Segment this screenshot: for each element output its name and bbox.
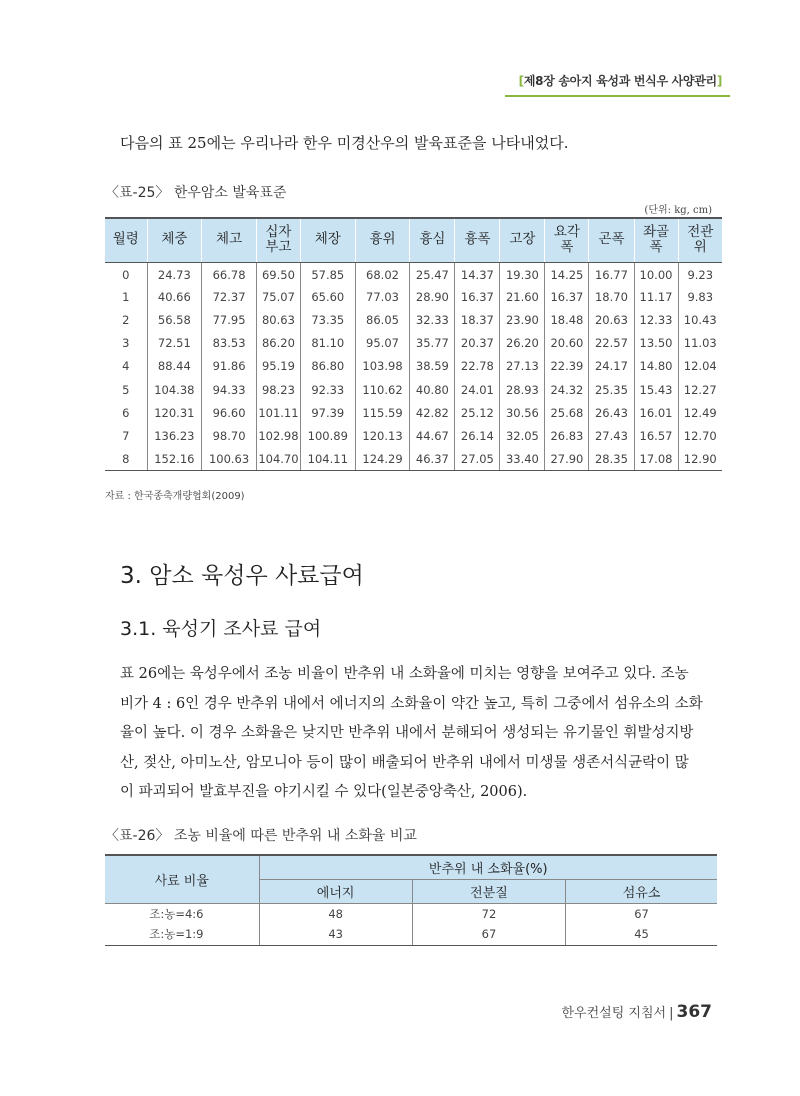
table25-source: 자료 : 한국종축개량협회(2009) (105, 491, 245, 502)
table-cell: 30.56 (500, 401, 545, 424)
table-cell: 6 (122, 405, 130, 420)
table-cell: 16.37 (455, 285, 500, 308)
table-cell: 75.07 (256, 285, 300, 308)
table-row (105, 924, 717, 945)
table-cell: 25.68 (545, 401, 589, 424)
table25-header-cell: 체장 (300, 218, 355, 262)
table25-header-cell: 체고 (202, 218, 257, 262)
table-cell: 72.37 (202, 285, 257, 308)
table-cell: 72 (412, 903, 565, 924)
table26-subheader-cell: 전분질 (412, 879, 565, 903)
table-cell: 조:농=4:6 (149, 906, 204, 921)
table25-header-cell: 곤폭 (589, 218, 634, 262)
chapter-bracket-close: ] (716, 74, 722, 88)
table-cell: 9.23 (678, 262, 722, 285)
intro-text: 다음의 표 25에는 우리나라 한우 미경산우의 발육표준을 나타내었다. (120, 134, 569, 152)
table-cell: 26.83 (545, 424, 589, 447)
table-cell: 15.43 (634, 378, 678, 401)
table-row (105, 308, 722, 331)
body-paragraph (120, 660, 723, 808)
chapter-bracket-open: [ (518, 74, 524, 88)
table-cell: 104.70 (256, 448, 300, 471)
table-cell: 40.80 (410, 378, 455, 401)
table-cell: 136.23 (147, 424, 202, 447)
table25-header-cell: 요각 폭 (545, 218, 589, 262)
header-divider (505, 95, 730, 97)
table-cell: 94.33 (202, 378, 257, 401)
table-cell: 38.59 (410, 355, 455, 378)
table-cell: 27.43 (589, 424, 634, 447)
table26-subheader-cell: 에너지 (259, 879, 412, 903)
table-row (105, 448, 722, 471)
table-cell: 0 (122, 267, 130, 282)
table-cell: 67 (566, 903, 717, 924)
table-cell: 110.62 (355, 378, 410, 401)
table-cell: 24.17 (589, 355, 634, 378)
table-cell: 91.86 (202, 355, 257, 378)
table-cell: 4 (122, 359, 130, 374)
table-row (105, 262, 722, 285)
table-row (105, 285, 722, 308)
table25-header-cell: 체중 (147, 218, 202, 262)
table-cell: 27.90 (545, 448, 589, 471)
table-cell: 100.89 (300, 424, 355, 447)
table-cell: 17.08 (634, 448, 678, 471)
table-cell: 22.57 (589, 332, 634, 355)
table-cell: 27.13 (500, 355, 545, 378)
table-cell: 86.80 (300, 355, 355, 378)
table-cell: 33.40 (500, 448, 545, 471)
chapter-title: 제8장 송아지 육성과 번식우 사양관리 (523, 74, 717, 88)
table-cell: 18.37 (455, 308, 500, 331)
table-cell: 72.51 (147, 332, 202, 355)
table-cell: 45 (566, 924, 717, 945)
chapter-header (519, 72, 722, 89)
table-cell: 21.60 (500, 285, 545, 308)
table-cell: 73.35 (300, 308, 355, 331)
table-cell: 100.63 (202, 448, 257, 471)
table-row (105, 424, 722, 447)
page-number: 367 (676, 1002, 712, 1022)
paragraph-line: 비가 4 : 6인 경우 반추위 내에서 에너지의 소화율이 약간 높고, 특히 그중에서 섬유소의 소화 (120, 695, 703, 712)
table-cell: 11.17 (634, 285, 678, 308)
book-title: 한우컨설팅 지침서 (561, 1006, 667, 1021)
table26-caption: 〈표-26〉 조농 비율에 따른 반추위 내 소화율 비교 (105, 828, 417, 844)
table-cell: 46.37 (410, 448, 455, 471)
table-cell: 12.90 (678, 448, 722, 471)
table-cell: 120.31 (147, 401, 202, 424)
table-cell: 97.39 (300, 401, 355, 424)
table-cell: 56.58 (147, 308, 202, 331)
table-cell: 35.77 (410, 332, 455, 355)
table-cell: 7 (122, 428, 130, 443)
table25-unit: (단위: kg, cm) (644, 205, 712, 216)
table-cell: 152.16 (147, 448, 202, 471)
table-cell: 67 (412, 924, 565, 945)
table-cell: 24.01 (455, 378, 500, 401)
table-cell: 26.14 (455, 424, 500, 447)
table-cell: 57.85 (300, 262, 355, 285)
table-cell: 40.66 (147, 285, 202, 308)
table-cell: 25.47 (410, 262, 455, 285)
footer-separator: | (669, 1006, 674, 1021)
table-cell: 9.83 (678, 285, 722, 308)
table26-subheader-cell: 섬유소 (566, 879, 717, 903)
table-cell: 124.29 (355, 448, 410, 471)
table-cell: 69.50 (256, 262, 300, 285)
paragraph-line: 이 파괴되어 발효부진을 야기시킬 수 있다(일본중앙축산, 2006). (120, 784, 528, 800)
table-cell: 19.30 (500, 262, 545, 285)
table-cell: 조:농=1:9 (105, 924, 259, 945)
table-cell: 25.35 (589, 378, 634, 401)
table25-caption: 〈표-25〉 한우암소 발육표준 (105, 185, 287, 201)
table25-header-cell: 십자 부고 (256, 218, 300, 262)
subsection-title: 3.1. 육성기 조사료 급여 (120, 618, 322, 640)
table-cell: 2 (122, 312, 130, 327)
table-cell: 13.50 (634, 332, 678, 355)
table-row (105, 401, 722, 424)
table-cell: 10.00 (634, 262, 678, 285)
table-cell: 27.05 (455, 448, 500, 471)
table-cell: 12.27 (678, 378, 722, 401)
table25-header-cell: 전관 위 (678, 218, 722, 262)
table-cell: 14.25 (545, 262, 589, 285)
table-row (105, 355, 722, 378)
table-row (105, 378, 722, 401)
table-cell: 28.93 (500, 378, 545, 401)
table-cell: 88.44 (147, 355, 202, 378)
table-cell: 20.60 (545, 332, 589, 355)
table-cell: 20.37 (455, 332, 500, 355)
table-cell: 104.11 (300, 448, 355, 471)
table-cell: 32.33 (410, 308, 455, 331)
table-cell: 22.78 (455, 355, 500, 378)
table-cell: 43 (259, 924, 412, 945)
paragraph-line: 산, 젖산, 아미노산, 암모니아 등이 많이 배출되어 반추위 내에서 미생물 생존서식균락이 많 (120, 754, 689, 771)
paragraph-line: 표 26에는 육성우에서 조농 비율이 반추위 내 소화율에 미치는 영향을 보여주고 있다. 조농 (120, 666, 689, 682)
table-cell: 92.33 (300, 378, 355, 401)
table-cell: 5 (122, 382, 130, 397)
table-cell: 104.38 (147, 378, 202, 401)
page-footer (562, 1002, 713, 1022)
table-cell: 66.78 (202, 262, 257, 285)
table-cell: 44.67 (410, 424, 455, 447)
table-cell: 8 (105, 448, 147, 471)
paragraph-line: 율이 높다. 이 경우 소화율은 낮지만 반추위 내에서 분해되어 생성되는 유기물인 휘발성지방 (120, 725, 694, 741)
table-row (105, 903, 717, 924)
table-cell: 115.59 (355, 401, 410, 424)
table-cell: 1 (122, 289, 130, 304)
table-cell: 103.98 (355, 355, 410, 378)
table-cell: 16.01 (634, 401, 678, 424)
table-cell: 12.70 (678, 424, 722, 447)
table-cell: 3 (122, 336, 130, 351)
table26-header-row (105, 855, 717, 879)
table-cell: 18.48 (545, 308, 589, 331)
table-cell: 77.03 (355, 285, 410, 308)
table25-header-cell: 고장 (500, 218, 545, 262)
table-cell: 12.49 (678, 401, 722, 424)
table-cell: 23.90 (500, 308, 545, 331)
table-cell: 98.70 (202, 424, 257, 447)
table-cell: 11.03 (678, 332, 722, 355)
table26-ratio-header: 사료 비율 (105, 855, 259, 903)
table-cell: 10.43 (678, 308, 722, 331)
section-title: 3. 암소 육성우 사료급여 (120, 563, 364, 589)
table-cell: 65.60 (300, 285, 355, 308)
table-cell: 25.12 (455, 401, 500, 424)
table-cell: 86.05 (355, 308, 410, 331)
table-cell: 101.11 (256, 401, 300, 424)
table-row (105, 332, 722, 355)
table-cell: 18.70 (589, 285, 634, 308)
table-cell: 16.77 (589, 262, 634, 285)
table25-header-cell: 좌골 폭 (634, 218, 678, 262)
table25-header-cell: 흉위 (355, 218, 410, 262)
table-cell: 20.63 (589, 308, 634, 331)
table-cell: 68.02 (355, 262, 410, 285)
table-cell: 83.53 (202, 332, 257, 355)
table-cell: 98.23 (256, 378, 300, 401)
table-cell: 86.20 (256, 332, 300, 355)
table-cell: 28.35 (589, 448, 634, 471)
table-cell: 95.07 (355, 332, 410, 355)
table25-header-row (105, 218, 722, 262)
table-cell: 42.82 (410, 401, 455, 424)
table-cell: 80.63 (256, 308, 300, 331)
table-cell: 26.43 (589, 401, 634, 424)
table-cell: 12.33 (634, 308, 678, 331)
table25-header-cell: 흉심 (410, 218, 455, 262)
table-cell: 12.04 (678, 355, 722, 378)
table-cell: 14.37 (455, 262, 500, 285)
table-cell: 48 (259, 903, 412, 924)
table-cell: 24.32 (545, 378, 589, 401)
table-cell: 96.60 (202, 401, 257, 424)
table-cell: 22.39 (545, 355, 589, 378)
table-cell: 14.80 (634, 355, 678, 378)
growth-standard-table (105, 217, 722, 471)
table-cell: 32.05 (500, 424, 545, 447)
table-cell: 26.20 (500, 332, 545, 355)
table-cell: 24.73 (147, 262, 202, 285)
digestibility-table (105, 854, 717, 946)
table-cell: 102.98 (256, 424, 300, 447)
table-cell: 77.95 (202, 308, 257, 331)
table-cell: 95.19 (256, 355, 300, 378)
table-cell: 120.13 (355, 424, 410, 447)
table26-group-header: 반추위 내 소화율(%) (259, 855, 717, 879)
table25-header-cell: 흉폭 (455, 218, 500, 262)
table25-header-cell: 월령 (105, 218, 147, 262)
table-cell: 81.10 (300, 332, 355, 355)
table-cell: 16.37 (545, 285, 589, 308)
table-cell: 28.90 (410, 285, 455, 308)
table-cell: 16.57 (634, 424, 678, 447)
